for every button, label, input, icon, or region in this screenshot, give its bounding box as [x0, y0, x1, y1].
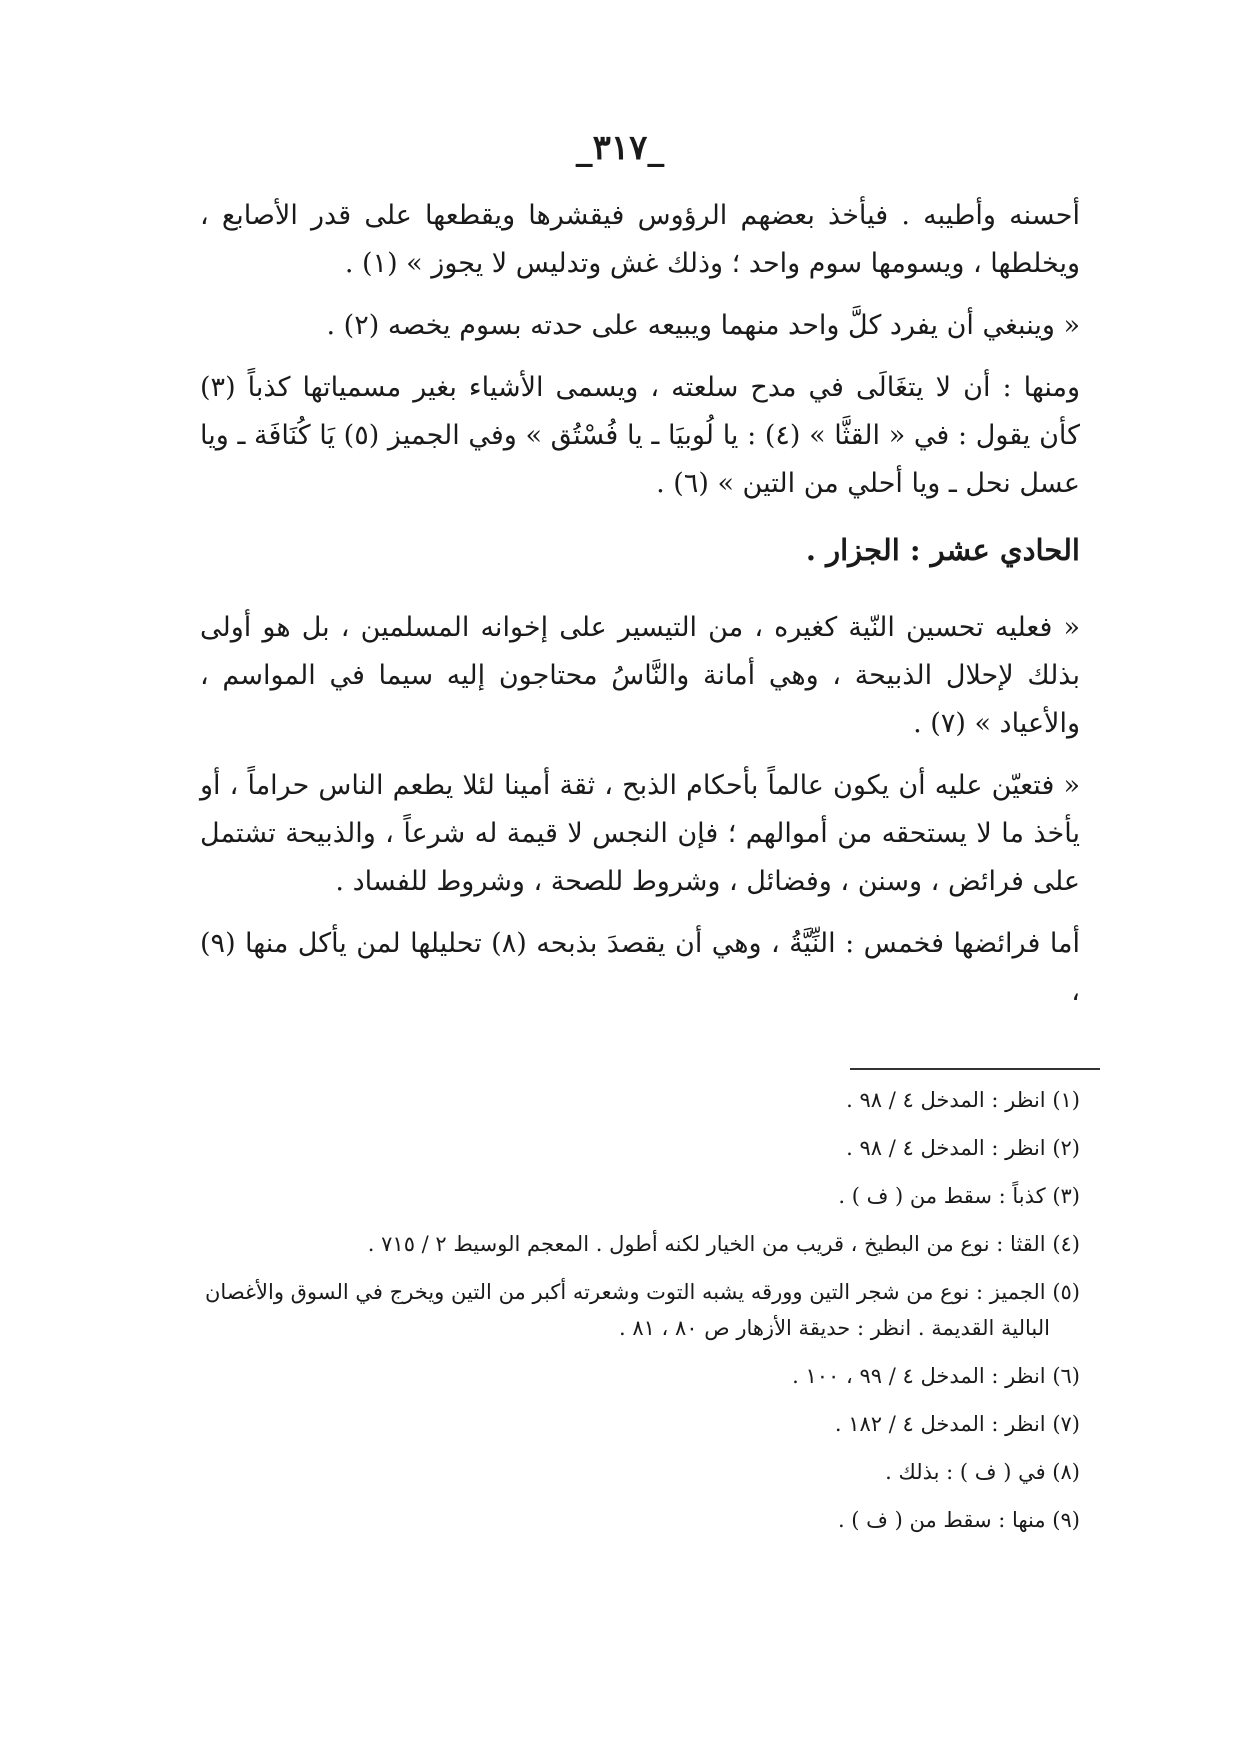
paragraph-2: « وينبغي أن يفرد كلَّ واحد منهما ويبيعه على حدته بسوم يخصه (٢) . [326, 310, 1080, 341]
footnote-7: (٧) انظر : المدخل ٤ / ١٨٢ . [834, 1412, 1080, 1436]
footnote-4: (٤) القثا : نوع من البطيخ ، قريب من الخيار لكنه أطول . المعجم الوسيط ٢ / ٧١٥ . [367, 1232, 1080, 1256]
footnote-6: (٦) انظر : المدخل ٤ / ٩٩ ، ١٠٠ . [792, 1364, 1080, 1388]
section-heading: الحادي عشر : الجزار . [805, 533, 1080, 567]
paragraph-5: « فتعيّن عليه أن يكون عالماً بأحكام الذبح ، ثقة أمينا لئلا يطعم الناس حراماً ، أو يأخذ ما لا يستحقه من أموالهم ؛ فإن النجس لا قيمة له شرعاً ، والذبيحة تشتمل على فرائض ، وسنن ، وفضائل ، وشروط للصحة ، وشروط للفساد . [200, 770, 1080, 897]
footnote-separator [850, 1068, 1100, 1070]
footnote-5-line-1: (٥) الجميز : نوع من شجر التين وورقه يشبه التوت وشعرته أكبر من التين ويخرج في السوق والأغصان [205, 1280, 1080, 1304]
footnote-5-line-2: البالية القديمة . انظر : حديقة الأزهار ص ٨٠ ، ٨١ . [618, 1316, 1050, 1340]
paragraph-1: أحسنه وأطيبه . فيأخذ بعضهم الرؤوس فيقشرها ويقطعها على قدر الأصابع ، ويخلطها ، ويسومها سوم واحد ؛ وذلك غش وتدليس لا يجوز » (١) . [200, 200, 1080, 279]
footnote-1: (١) انظر : المدخل ٤ / ٩٨ . [846, 1088, 1080, 1112]
footnotes [180, 1082, 1080, 1550]
paragraph-4: « فعليه تحسين النّية كغيره ، من التيسير على إخوانه المسلمين ، بل هو أولى بذلك لإحلال الذبيحة ، وهي أمانة والنَّاسُ محتاجون إليه سيما في المواسم ، والأعياد » (٧) . [200, 612, 1080, 739]
footnote-9: (٩) منها : سقط من ( ف ) . [837, 1508, 1080, 1532]
paragraph-3: ومنها : أن لا يتغَالَى في مدح سلعته ، ويسمى الأشياء بغير مسمياتها كذباً (٣) كأن يقول : في « القثَّا » (٤) : يا لُوبيَا ـ يا فُسْتُق » وفي الجميز (٥) يَا كُنَافَة ـ ويا عسل نحل ـ ويا أحلي من التين » (٦) . [200, 372, 1081, 499]
footnote-3: (٣) كذباً : سقط من ( ف ) . [838, 1184, 1080, 1208]
page-number: _٣١٧_ [575, 128, 665, 168]
paragraph-6: أما فرائضها فخمس : النِّيَّةُ ، وهي أن يقصدَ بذبحه (٨) تحليلها لمن يأكل منها (٩) ، [200, 928, 1081, 1007]
main-text [200, 192, 1080, 1030]
footnote-5 [180, 1274, 1080, 1346]
footnote-8: (٨) في ( ف ) : بذلك . [885, 1460, 1080, 1484]
footnote-2: (٢) انظر : المدخل ٤ / ٩٨ . [846, 1136, 1080, 1160]
